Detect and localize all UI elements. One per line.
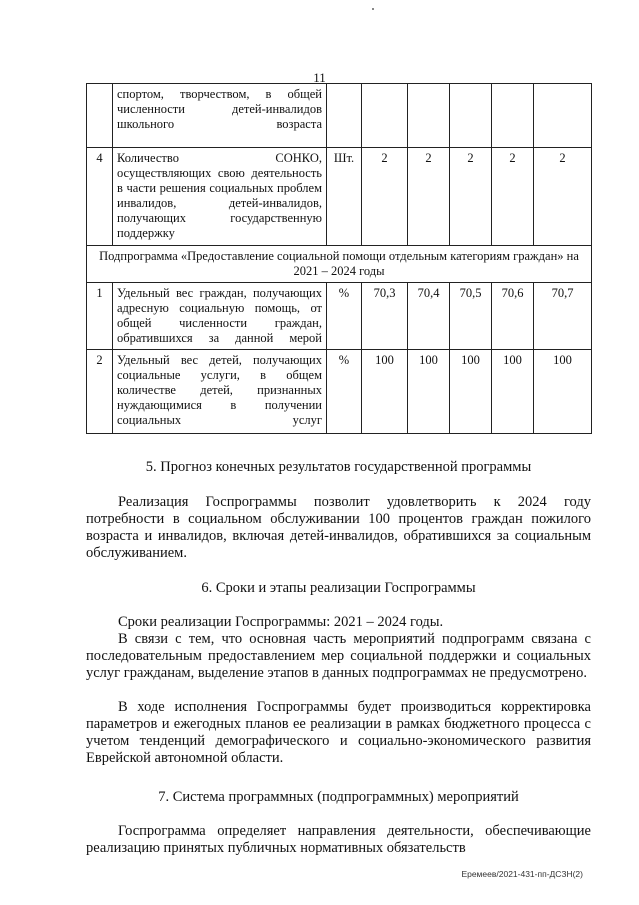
value-cell: 100 (408, 350, 450, 434)
table-row (87, 84, 592, 148)
scan-speck (372, 8, 374, 10)
value-cell: 70,7 (534, 283, 592, 350)
value-cell: 2 (534, 148, 592, 246)
value-cell: 100 (362, 350, 408, 434)
table-row (87, 148, 592, 246)
value-cell (362, 84, 408, 148)
unit-cell: % (327, 350, 362, 434)
table-row (87, 283, 592, 350)
section-5-title: 5. Прогноз конечных результатов государственной программы (145, 459, 532, 475)
unit-cell: Шт. (327, 148, 362, 246)
value-cell: 2 (362, 148, 408, 246)
value-cell: 70,4 (408, 283, 450, 350)
indicator-description: спортом, творчеством, в общей численности детей-инвалидов школьного возраста (113, 84, 327, 148)
document-code: Еремеев/2021-431-пп-ДСЗН(2) (461, 869, 583, 879)
value-cell: 100 (492, 350, 534, 434)
subprogram-header-row (87, 246, 592, 283)
unit-cell: % (327, 283, 362, 350)
indicator-description: Количество СОНКО, осуществляющих свою деятельность в части решения социальных проблем инвалидов, детей-инвалидов, получающих государственную поддержку (113, 148, 327, 246)
indicators-table (86, 83, 592, 434)
value-cell: 100 (534, 350, 592, 434)
row-number: 1 (87, 283, 113, 350)
row-number: 4 (87, 148, 113, 246)
value-cell (450, 84, 492, 148)
indicator-description: Удельный вес детей, получающих социальные услуги, в общем количестве детей, признанных нуждающимися в получении социальных услуг (113, 350, 327, 434)
section-6-title: 6. Сроки и этапы реализации Госпрограммы (201, 580, 476, 596)
row-number: 2 (87, 350, 113, 434)
row-number (87, 84, 113, 148)
page-number: 11 (313, 70, 326, 85)
value-cell: 70,5 (450, 283, 492, 350)
value-cell: 2 (408, 148, 450, 246)
indicator-description: Удельный вес граждан, получающих адресную социальную помощь, от общей численности граждан, обратившихся за данной мерой (113, 283, 327, 350)
value-cell: 100 (450, 350, 492, 434)
value-cell: 70,6 (492, 283, 534, 350)
subprogram-header: Подпрограмма «Предоставление социальной помощи отдельным категориям граждан» на 2021 – 2024 годы (87, 246, 592, 283)
value-cell: 2 (492, 148, 534, 246)
value-cell: 70,3 (362, 283, 408, 350)
section-6-paragraph-3: В ходе исполнения Госпрограммы будет производиться корректировка параметров и ежегодных планов ее реализации в рамках бюджетного процесса с учетом тенденций демографического и социально-экономического развития Еврейской автономной области. (86, 699, 591, 766)
section-7-title: 7. Система программных (подпрограммных) мероприятий (158, 789, 519, 805)
value-cell (534, 84, 592, 148)
value-cell (408, 84, 450, 148)
table-row (87, 350, 592, 434)
unit-cell (327, 84, 362, 148)
value-cell: 2 (450, 148, 492, 246)
value-cell (492, 84, 534, 148)
section-7-paragraph: Госпрограмма определяет направления деятельности, обеспечивающие реализацию принятых публичных нормативных обязательств (86, 823, 591, 856)
section-6-paragraph-2: В связи с тем, что основная часть мероприятий подпрограмм связана с последовательным предоставлением мер социальной поддержки и социальных услуг гражданам, выделение этапов в данных подпрограммах не предусмотрено. (86, 631, 591, 681)
section-5-paragraph: Реализация Госпрограммы позволит удовлетворить к 2024 году потребности в социальном обслуживании 100 процентов граждан пожилого возраста и инвалидов, включая детей-инвалидов, обратившихся за социальным обслуживанием. (86, 494, 591, 561)
section-6-paragraph-1: Сроки реализации Госпрограммы: 2021 – 2024 годы. (118, 614, 444, 630)
